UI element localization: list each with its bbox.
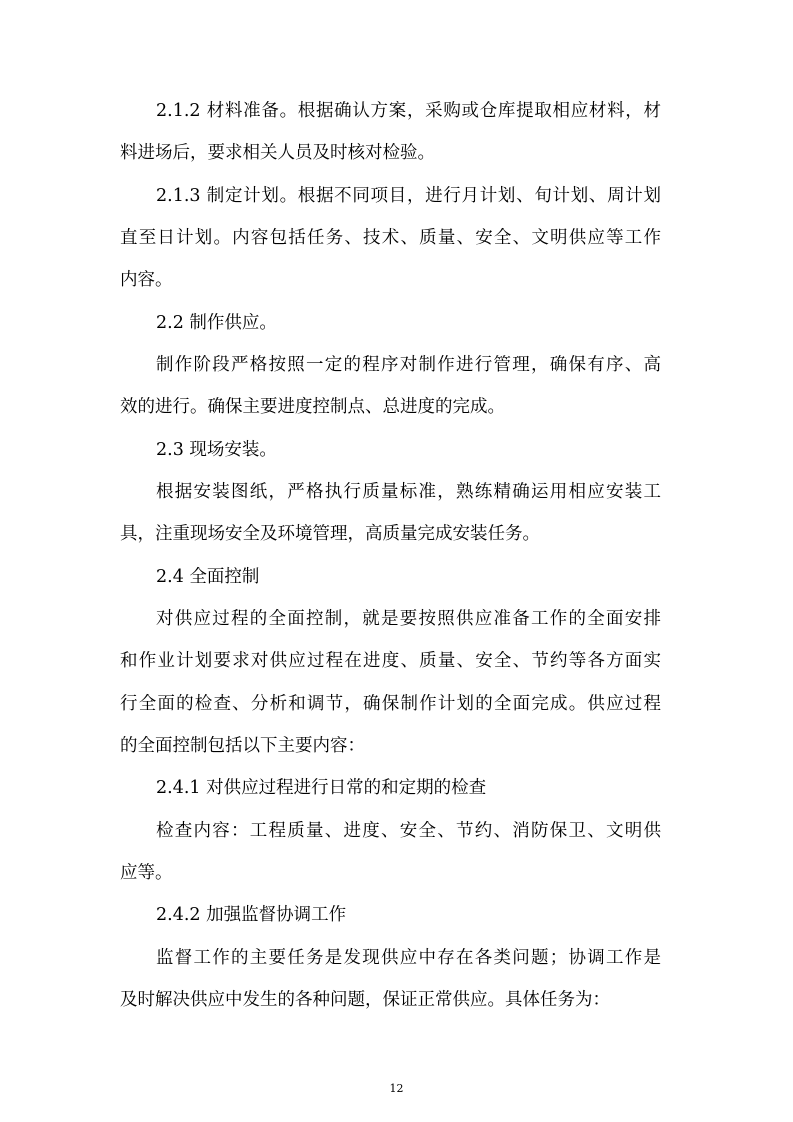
- line-text: 对供应过程的全面控制，就是要按照供应准备工作的全面安排: [156, 609, 661, 629]
- line-text: 内容。: [120, 270, 173, 290]
- page-number: 12: [389, 1082, 404, 1095]
- line-text: 具，注重现场安全及环境管理，高质量完成安装任务。: [120, 524, 540, 544]
- line-text: 2.2 制作供应。: [156, 313, 277, 333]
- line-text: 2.1.3 制定计划。根据不同项目，进行月计划、旬计划、周计划: [156, 186, 661, 206]
- line-text: 根据安装图纸，严格执行质量标准，熟练精确运用相应安装工: [156, 482, 661, 502]
- line-text: 2.4.1 对供应过程进行日常的和定期的检查: [156, 778, 487, 798]
- line-text: 2.4.2 加强监督协调工作: [156, 905, 347, 925]
- line-text: 制作阶段严格按照一定的程序对制作进行管理，确保有序、高: [156, 355, 661, 375]
- line-text: 直至日计划。内容包括任务、技术、质量、安全、文明供应等工作: [120, 228, 661, 248]
- line-text: 应等。: [120, 863, 173, 883]
- line-text: 监督工作的主要任务是发现供应中存在各类问题；协调工作是: [156, 948, 661, 968]
- line-text: 效的进行。确保主要进度控制点、总进度的完成。: [120, 397, 505, 417]
- line-text: 2.3 现场安装。: [156, 440, 277, 460]
- line-text: 2.1.2 材料准备。根据确认方案，采购或仓库提取相应材料，材: [156, 101, 661, 121]
- line-text: 行全面的检查、分析和调节，确保制作计划的全面完成。供应过程: [120, 694, 661, 714]
- line-text: 检查内容：工程质量、进度、安全、节约、消防保卫、文明供: [156, 821, 661, 841]
- line-text: 和作业计划要求对供应过程在进度、质量、安全、节约等各方面实: [120, 651, 661, 671]
- line-text: 料进场后，要求相关人员及时核对检验。: [120, 143, 435, 163]
- line-text: 的全面控制包括以下主要内容：: [120, 736, 365, 756]
- line-text: 及时解决供应中发生的各种问题，保证正常供应。具体任务为：: [120, 990, 610, 1010]
- line-text: 2.4 全面控制: [156, 567, 260, 587]
